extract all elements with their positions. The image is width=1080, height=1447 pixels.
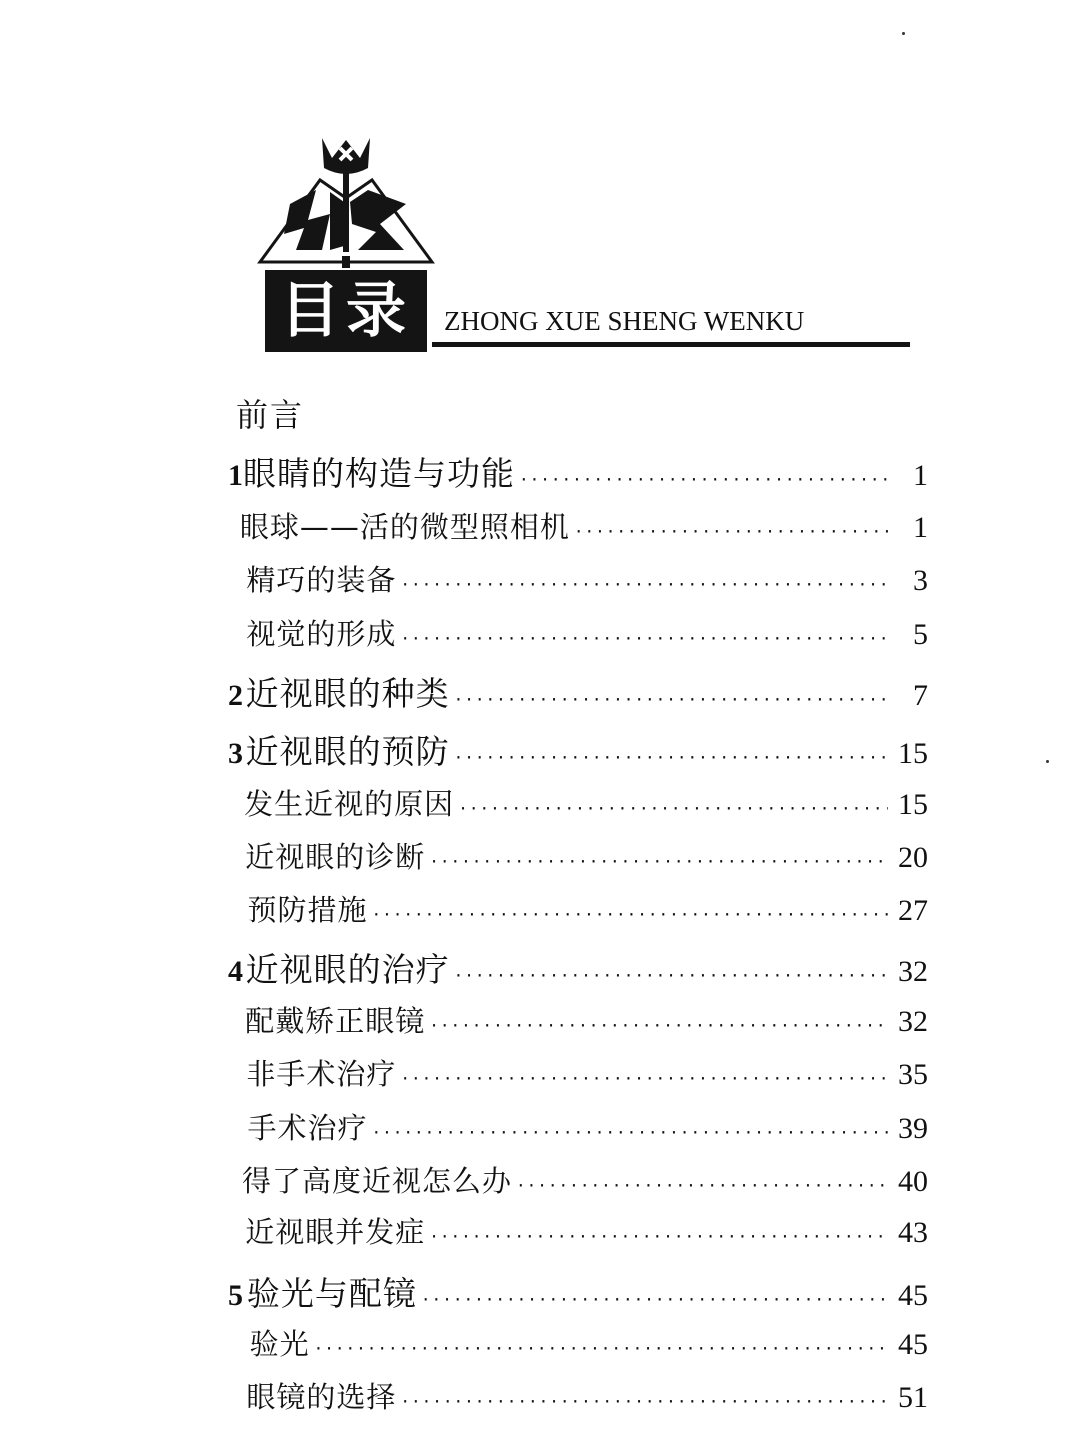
dot-leader [574, 522, 888, 541]
section-title: 近视眼并发症 [245, 1215, 426, 1249]
section-title: 得了高度近视怎么办 [242, 1164, 513, 1198]
section-title: 精巧的装备 [246, 563, 397, 597]
scan-speck [902, 32, 905, 35]
scan-speck [1046, 760, 1049, 763]
chapter-title: 验光与配镜 [246, 1274, 417, 1313]
toc-section-row [228, 1052, 928, 1093]
toc-chapter-row [228, 726, 928, 773]
dot-leader [429, 1227, 888, 1246]
toc-section-row [228, 612, 928, 653]
section-title: 手术治疗 [247, 1111, 368, 1145]
page-number: 43 [898, 1216, 928, 1249]
toc-section-row [228, 835, 928, 876]
dot-leader [400, 629, 888, 648]
section-title: 近视眼的诊断 [245, 840, 426, 874]
section-title: 眼球——活的微型照相机 [239, 510, 570, 544]
toc-section-row [228, 1159, 928, 1200]
toc-chapter-row [228, 668, 928, 715]
dot-leader [519, 470, 888, 489]
toc-section-row [228, 1322, 928, 1363]
toc-chapter-row [228, 944, 928, 991]
toc-section-row [228, 1106, 928, 1147]
dot-leader [400, 1069, 888, 1088]
toc-section-row [228, 1375, 928, 1416]
toc-preface: 前言 [236, 396, 305, 434]
table-of-contents [228, 0, 928, 1447]
page-number: 15 [898, 737, 928, 770]
toc-section-row [228, 505, 928, 546]
dot-leader [429, 1016, 888, 1035]
chapter-title: 近视眼的种类 [245, 674, 450, 713]
page-number: 51 [898, 1381, 928, 1414]
chapter-number: 4 [228, 955, 243, 988]
dot-leader [400, 575, 888, 594]
dot-leader [421, 1290, 888, 1309]
section-title: 验光 [249, 1327, 310, 1361]
page-number: 45 [898, 1279, 928, 1312]
section-title: 预防措施 [247, 893, 368, 927]
page-number: 27 [898, 894, 928, 927]
chapter-number: 5 [228, 1279, 243, 1312]
page-number: 20 [898, 841, 928, 874]
dot-leader [400, 1392, 888, 1411]
page-number: 1 [913, 459, 928, 492]
page-number: 39 [898, 1112, 928, 1145]
toc-section-row [228, 1210, 928, 1251]
toc-chapter-row [228, 1268, 928, 1315]
toc-section-row [228, 558, 928, 599]
chapter-number: 2 [228, 679, 243, 712]
toc-section-row [228, 888, 928, 929]
page-number: 35 [898, 1058, 928, 1091]
chapter-number: 1 [228, 459, 243, 492]
dot-leader [371, 905, 888, 924]
toc-section-row [228, 782, 928, 823]
dot-leader [454, 690, 888, 709]
page-number: 15 [898, 788, 928, 821]
chapter-title: 眼睛的构造与功能 [243, 454, 515, 493]
dot-leader [516, 1176, 888, 1195]
page-number: 32 [898, 1005, 928, 1038]
section-title: 眼镜的选择 [246, 1380, 397, 1414]
page-number: 3 [913, 564, 928, 597]
dot-leader [458, 799, 888, 818]
chapter-title: 近视眼的预防 [245, 732, 450, 771]
section-title: 非手术治疗 [246, 1057, 397, 1091]
page-number: 45 [898, 1328, 928, 1361]
page-number: 32 [898, 955, 928, 988]
page-number: 40 [898, 1165, 928, 1198]
dot-leader [429, 852, 888, 871]
chapter-title: 近视眼的治疗 [245, 950, 450, 989]
section-title: 发生近视的原因 [244, 787, 455, 821]
page-number: 7 [913, 679, 928, 712]
toc-section-row [228, 999, 928, 1040]
page-title: 目录 [265, 270, 427, 352]
page-number: 5 [913, 618, 928, 651]
series-name: ZHONG XUE SHENG WENKU [444, 306, 805, 336]
dot-leader [371, 1123, 888, 1142]
section-title: 视觉的形成 [246, 617, 397, 651]
page-number: 1 [913, 511, 928, 544]
dot-leader [454, 966, 888, 985]
dot-leader [314, 1339, 888, 1358]
chapter-number: 3 [228, 737, 243, 770]
dot-leader [454, 748, 888, 767]
section-title: 配戴矫正眼镜 [245, 1004, 426, 1038]
toc-chapter-row [228, 448, 928, 495]
